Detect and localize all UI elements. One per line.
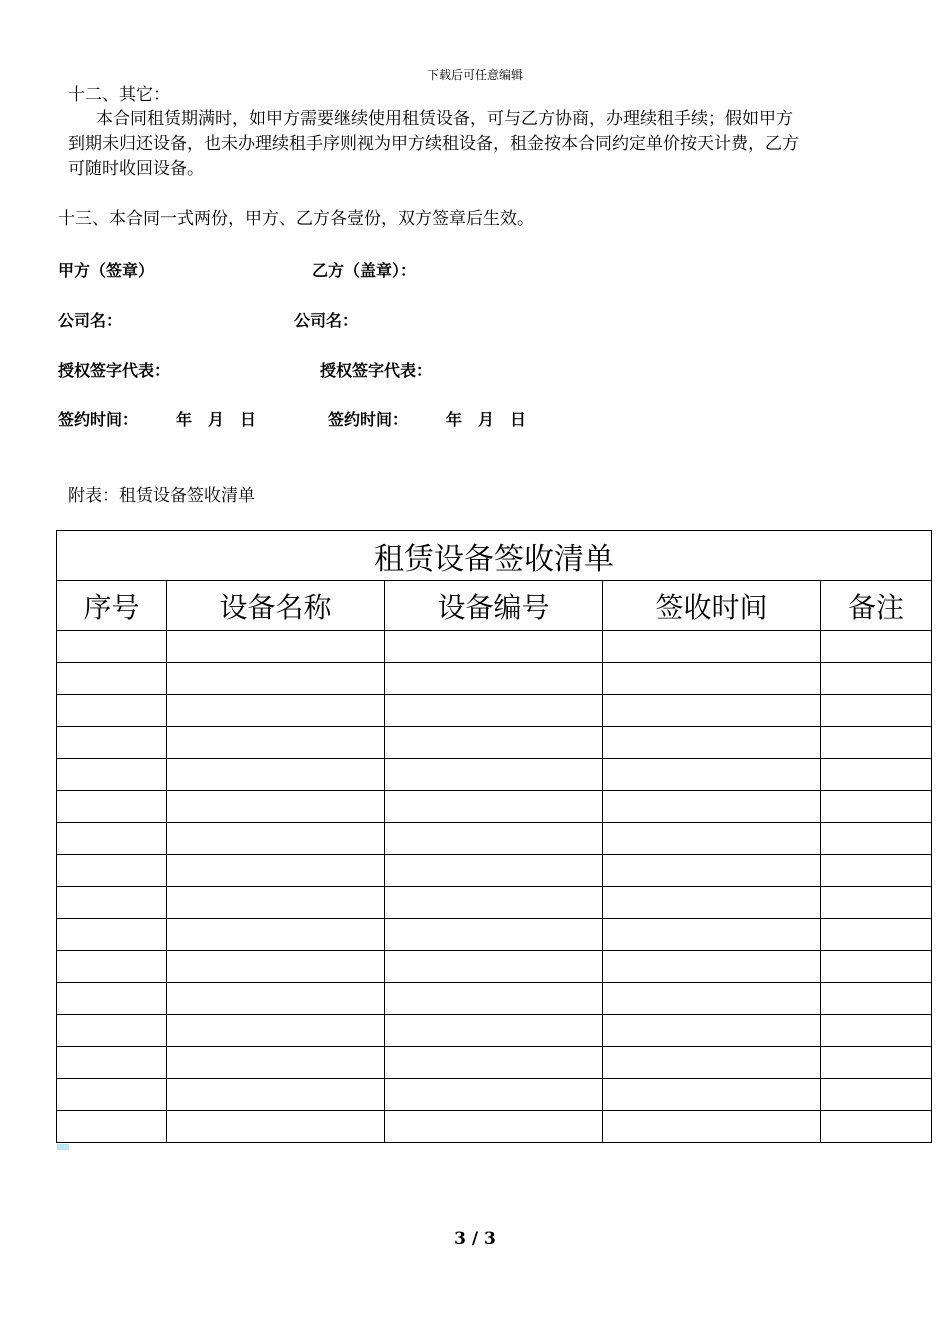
table-cell [57, 823, 167, 855]
table-row [57, 887, 932, 919]
table-cell [821, 791, 932, 823]
date-a-ymd: 年 月 日 [176, 410, 257, 429]
table-cell [57, 631, 167, 663]
table-row [57, 855, 932, 887]
date-a-label: 签约时间： [58, 410, 139, 429]
section-12-line-3: 可随时收回设备。 [68, 159, 204, 179]
table-cell [821, 919, 932, 951]
table-cell [385, 727, 603, 759]
table-row [57, 727, 932, 759]
table-cell [385, 1111, 603, 1143]
receipt-table [56, 530, 932, 1143]
table-cell [57, 855, 167, 887]
company-a-label: 公司名： [58, 311, 123, 330]
table-cell [821, 727, 932, 759]
table-cell [57, 759, 167, 791]
table-cell [167, 759, 385, 791]
table-cell [167, 1015, 385, 1047]
cursor-marker [57, 1144, 69, 1150]
table-cell [167, 1079, 385, 1111]
table-cell [167, 855, 385, 887]
rep-b-label: 授权签字代表： [320, 361, 433, 380]
column-header-equipment-name: 设备名称 [167, 581, 385, 631]
table-cell [385, 855, 603, 887]
table-cell [603, 1079, 821, 1111]
table-cell [57, 1111, 167, 1143]
table-cell [57, 663, 167, 695]
table-row [57, 759, 932, 791]
table-cell [821, 759, 932, 791]
date-b-ymd: 年 月 日 [446, 410, 527, 429]
table-cell [385, 1047, 603, 1079]
table-cell [57, 791, 167, 823]
table-cell [385, 759, 603, 791]
section-12-title: 十二、其它： [68, 85, 170, 105]
table-cell [603, 727, 821, 759]
section-12-line-1: 本合同租赁期满时，如甲方需要继续使用租赁设备，可与乙方协商，办理续租手续；假如甲方 [96, 109, 793, 129]
table-cell [385, 1079, 603, 1111]
page-number: 3 / 3 [454, 1229, 496, 1249]
table-row [57, 1111, 932, 1143]
table-cell [821, 823, 932, 855]
table-cell [167, 695, 385, 727]
table-cell [821, 695, 932, 727]
table-cell [57, 1079, 167, 1111]
party-a-seal-label: 甲方（签章） [58, 261, 155, 280]
table-cell [385, 919, 603, 951]
table-cell [821, 1047, 932, 1079]
table-cell [385, 983, 603, 1015]
column-header-index: 序号 [57, 581, 167, 631]
table-cell [603, 663, 821, 695]
table-cell [167, 791, 385, 823]
table-cell [385, 631, 603, 663]
table-cell [167, 727, 385, 759]
table-cell [167, 1047, 385, 1079]
table-row [57, 1015, 932, 1047]
table-cell [821, 951, 932, 983]
table-cell [821, 983, 932, 1015]
table-cell [821, 631, 932, 663]
table-cell [167, 663, 385, 695]
table-cell [167, 951, 385, 983]
rep-a-label: 授权签字代表： [58, 361, 171, 380]
table-cell [603, 983, 821, 1015]
table-cell [821, 1111, 932, 1143]
table-row [57, 823, 932, 855]
table-cell [57, 951, 167, 983]
date-b-label: 签约时间： [328, 410, 409, 429]
table-cell [603, 951, 821, 983]
table-cell [821, 887, 932, 919]
column-header-remarks: 备注 [821, 581, 932, 631]
table-cell [57, 983, 167, 1015]
table-body [57, 631, 932, 1143]
table-title: 租赁设备签收清单 [57, 531, 932, 581]
table-cell [603, 631, 821, 663]
table-row [57, 695, 932, 727]
table-cell [167, 919, 385, 951]
table-row [57, 983, 932, 1015]
table-cell [821, 1015, 932, 1047]
table-cell [57, 695, 167, 727]
table-row [57, 631, 932, 663]
table-cell [821, 855, 932, 887]
table-cell [385, 951, 603, 983]
table-cell [603, 855, 821, 887]
appendix-label: 附表：租赁设备签收清单 [68, 486, 255, 506]
table-cell [603, 791, 821, 823]
table-cell [57, 1047, 167, 1079]
section-13: 十三、本合同一式两份，甲方、乙方各壹份，双方签章后生效。 [58, 209, 534, 229]
section-12-line-2: 到期未归还设备，也未办理续租手序则视为甲方续租设备，租金按本合同约定单价按天计费，乙方 [68, 134, 799, 154]
table-cell [57, 919, 167, 951]
table-cell [603, 695, 821, 727]
table-cell [603, 887, 821, 919]
table-cell [57, 727, 167, 759]
table-cell [167, 823, 385, 855]
table-cell [167, 887, 385, 919]
table-row [57, 951, 932, 983]
table-cell [167, 1111, 385, 1143]
table-row [57, 1079, 932, 1111]
column-header-receipt-time: 签收时间 [603, 581, 821, 631]
company-b-label: 公司名： [294, 311, 359, 330]
table-cell [167, 631, 385, 663]
table-row [57, 663, 932, 695]
table-cell [603, 759, 821, 791]
table-cell [821, 663, 932, 695]
table-row [57, 1047, 932, 1079]
table-cell [57, 1015, 167, 1047]
table-cell [603, 1015, 821, 1047]
table-cell [385, 1015, 603, 1047]
table-cell [385, 663, 603, 695]
table-cell [603, 823, 821, 855]
header-note: 下载后可任意编辑 [426, 68, 523, 82]
table-cell [603, 1111, 821, 1143]
table-cell [57, 887, 167, 919]
table-row [57, 919, 932, 951]
table-cell [385, 695, 603, 727]
column-header-equipment-number: 设备编号 [385, 581, 603, 631]
table-cell [167, 983, 385, 1015]
party-b-seal-label: 乙方（盖章）： [312, 261, 417, 280]
table-cell [385, 791, 603, 823]
table-cell [821, 1079, 932, 1111]
table-cell [603, 1047, 821, 1079]
table-row [57, 791, 932, 823]
table-cell [385, 887, 603, 919]
table-cell [385, 823, 603, 855]
table-cell [603, 919, 821, 951]
